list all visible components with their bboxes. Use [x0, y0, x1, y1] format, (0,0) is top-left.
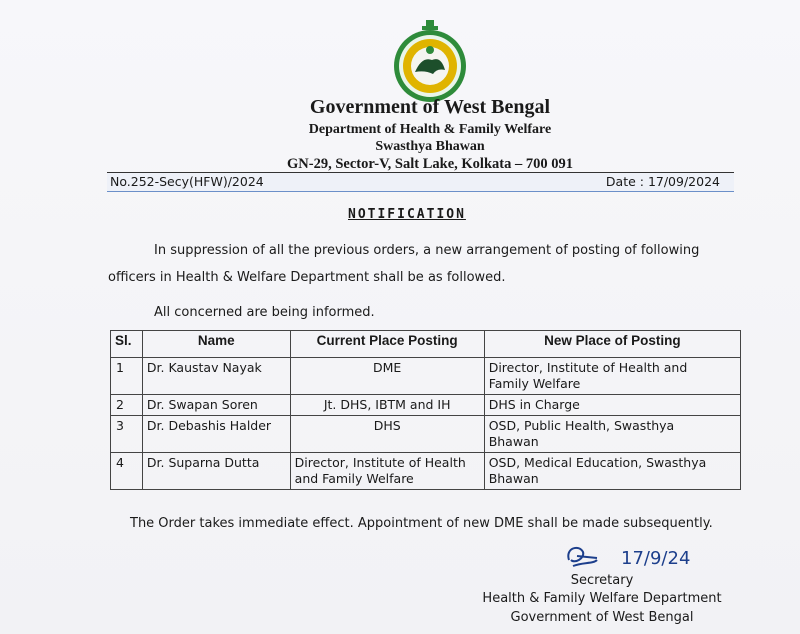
body-line-2: officers in Health & Welfare Department shall be as followed.: [108, 270, 506, 285]
serial-cell: 2: [111, 395, 143, 416]
name-cell: Dr. Kaustav Nayak: [142, 358, 290, 395]
new-posting-line: OSD, Medical Education, Swasthya: [488, 455, 707, 470]
new-posting-line: Bhawan: [488, 434, 539, 449]
notification-title: NOTIFICATION: [348, 207, 466, 222]
table-row: [111, 453, 741, 490]
column-header: Sl.: [111, 331, 143, 358]
column-header: Current Place Posting: [290, 331, 484, 358]
table-row: [111, 416, 741, 453]
current-posting-line: Director, Institute of Health: [294, 455, 466, 470]
serial-cell: 3: [111, 416, 143, 453]
new-posting-cell: [484, 416, 740, 453]
name-cell: Dr. Swapan Soren: [142, 395, 290, 416]
reference-bar: [107, 172, 734, 192]
handwritten-signature: [563, 538, 723, 576]
current-posting-cell: DHS: [290, 416, 484, 453]
body-line-3: All concerned are being informed.: [154, 305, 375, 320]
notification-date: Date : 17/09/2024: [605, 174, 720, 189]
current-posting-cell: [290, 453, 484, 490]
column-header: Name: [142, 331, 290, 358]
table-row: [111, 358, 741, 395]
reference-number: No.252-Secy(HFW)/2024: [110, 174, 264, 189]
new-posting-cell: DHS in Charge: [484, 395, 740, 416]
body-line-1: In suppression of all the previous orders, a new arrangement of posting of following: [154, 243, 700, 258]
signatory-title: Secretary: [570, 573, 634, 588]
government-title: Government of West Bengal: [309, 96, 551, 118]
table-row: [111, 395, 741, 416]
new-posting-line: OSD, Public Health, Swasthya: [488, 418, 675, 433]
new-posting-line: Family Welfare: [488, 376, 581, 391]
new-posting-cell: [484, 358, 740, 395]
office-address: GN-29, Sector-V, Salt Lake, Kolkata – 700 091: [287, 156, 573, 172]
current-posting-cell: DME: [290, 358, 484, 395]
serial-cell: 4: [111, 453, 143, 490]
signature-date: 17/9/24: [621, 548, 691, 569]
current-posting-line: and Family Welfare: [294, 471, 414, 486]
signatory-department: Health & Family Welfare Department: [482, 591, 722, 606]
signatory-government: Government of West Bengal: [510, 610, 694, 625]
department-name: Department of Health & Family Welfare: [308, 122, 552, 137]
west-bengal-emblem-icon: [387, 20, 473, 104]
column-header: New Place of Posting: [484, 331, 740, 358]
new-posting-cell: [484, 453, 740, 490]
serial-cell: 1: [111, 358, 143, 395]
closing-statement: The Order takes immediate effect. Appointment of new DME shall be made subsequently.: [130, 516, 713, 531]
table-header-row: [111, 331, 741, 358]
posting-table: [110, 330, 741, 490]
new-posting-line: Director, Institute of Health and: [488, 360, 688, 375]
new-posting-line: Bhawan: [488, 471, 539, 486]
name-cell: Dr. Suparna Dutta: [142, 453, 290, 490]
name-cell: Dr. Debashis Halder: [142, 416, 290, 453]
current-posting-cell: Jt. DHS, IBTM and IH: [290, 395, 484, 416]
building-name: Swasthya Bhawan: [375, 139, 485, 154]
